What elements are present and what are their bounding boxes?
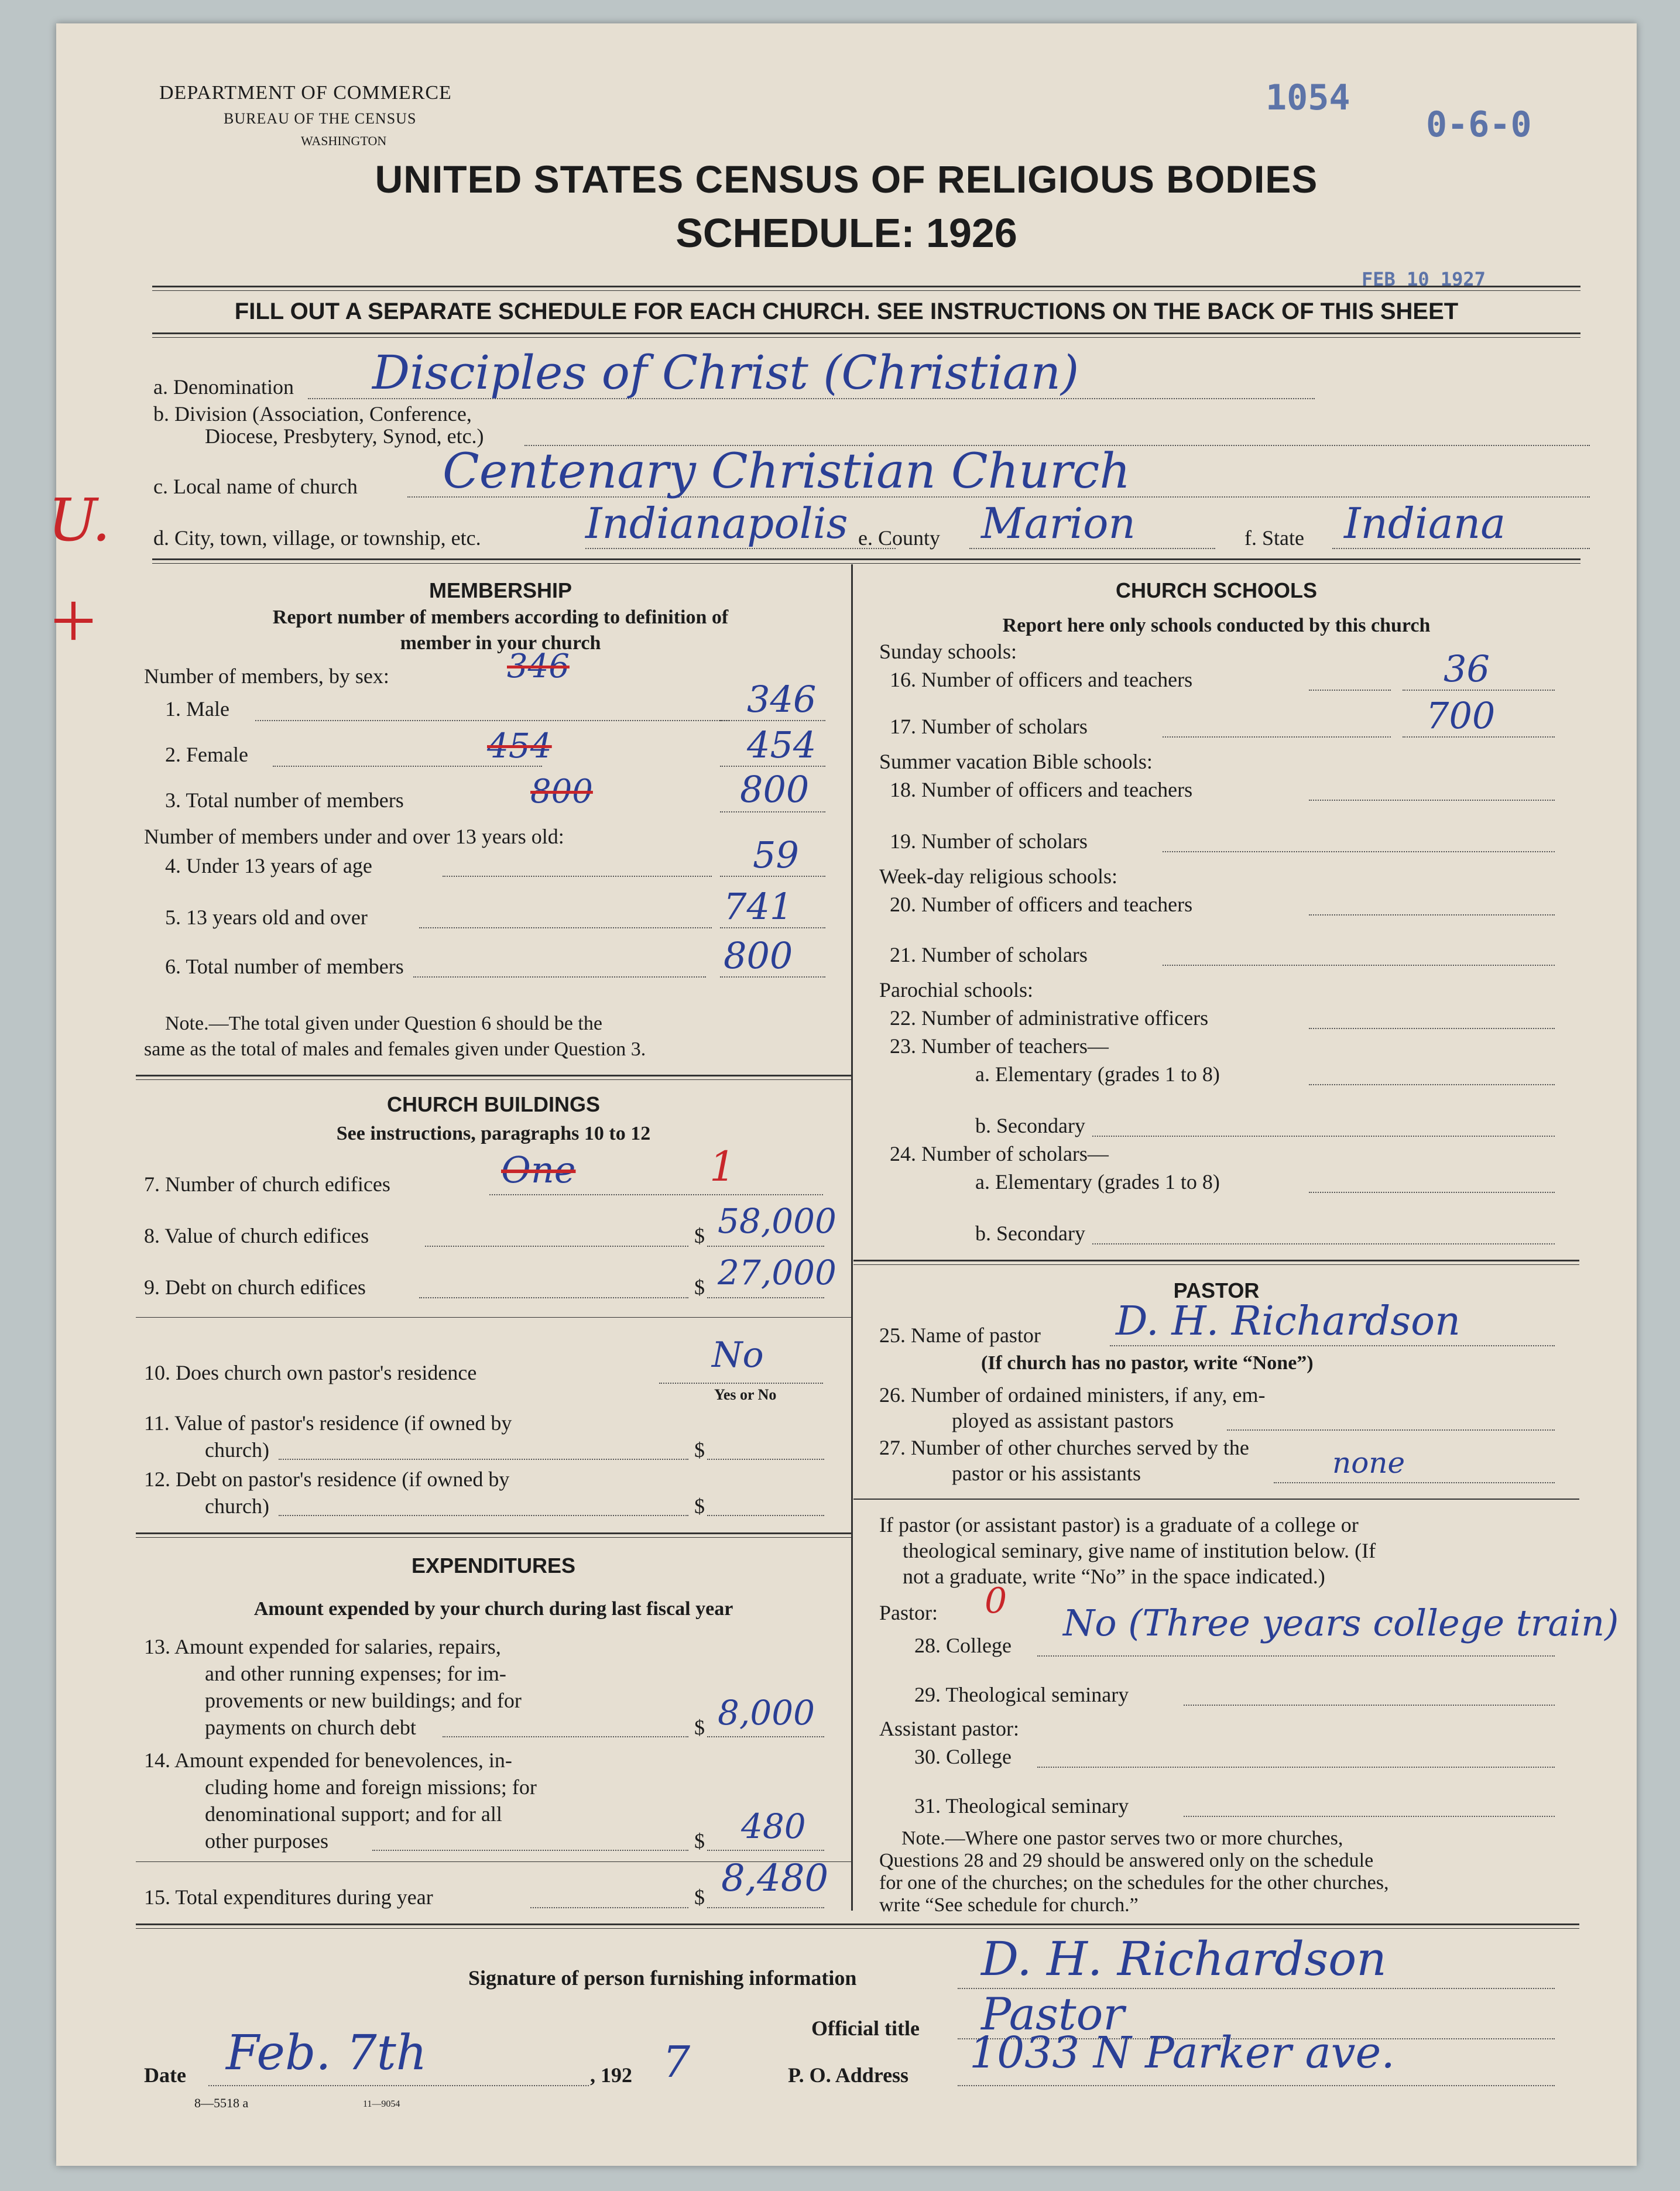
signature-label: Signature of person furnishing information bbox=[468, 1966, 857, 1990]
q13-dollar: $ bbox=[694, 1716, 705, 1739]
q18-line bbox=[1309, 800, 1555, 801]
q27-line-2: pastor or his assistants bbox=[952, 1462, 1141, 1485]
q15-dollar: $ bbox=[694, 1885, 705, 1909]
schedule-title: SCHEDULE: 1926 bbox=[676, 210, 1017, 256]
q20-label: 20. Number of officers and teachers bbox=[890, 893, 1193, 916]
q24-label: 24. Number of scholars— bbox=[890, 1142, 1109, 1165]
buildings-rule bbox=[136, 1532, 851, 1534]
q4-line bbox=[443, 876, 712, 877]
q19-label: 19. Number of scholars bbox=[890, 829, 1088, 853]
q30-line bbox=[1037, 1767, 1555, 1768]
q24b-label: b. Secondary bbox=[975, 1222, 1085, 1245]
q10-value: No bbox=[712, 1335, 764, 1376]
q21-line bbox=[1163, 965, 1555, 966]
q30-label: 30. College bbox=[914, 1745, 1012, 1768]
q6-value: 800 bbox=[724, 934, 793, 977]
q6-label: 6. Total number of members bbox=[165, 955, 404, 978]
division-label-1: b. Division (Association, Conference, bbox=[153, 402, 472, 426]
parochial-schools-label: Parochial schools: bbox=[879, 978, 1033, 1002]
q4-label: 4. Under 13 years of age bbox=[165, 854, 372, 877]
state-value: Indiana bbox=[1344, 499, 1506, 548]
members-by-sex-label: Number of members, by sex: bbox=[144, 664, 389, 688]
local-name-label: c. Local name of church bbox=[153, 475, 358, 498]
date-line bbox=[208, 2085, 589, 2086]
q4-value: 59 bbox=[753, 834, 799, 876]
q13-line bbox=[443, 1736, 688, 1737]
q25-label: 25. Name of pastor bbox=[879, 1323, 1041, 1347]
city-label: d. City, town, village, or township, etc. bbox=[153, 526, 481, 550]
q22-label: 22. Number of administrative officers bbox=[890, 1006, 1209, 1030]
expenditures-heading: EXPENDITURES bbox=[411, 1554, 576, 1578]
graduate-note-1: If pastor (or assistant pastor) is a graduate of a college or bbox=[879, 1513, 1359, 1537]
year-digit: 7 bbox=[663, 2037, 691, 2087]
buildings-sub: See instructions, paragraphs 10 to 12 bbox=[336, 1123, 651, 1144]
q8-answer-line bbox=[707, 1246, 824, 1247]
q31-line bbox=[1184, 1816, 1555, 1817]
q14-line-2: cluding home and foreign missions; for bbox=[205, 1775, 537, 1799]
census-schedule-sheet bbox=[48, 23, 1637, 2166]
q12-label-1: 12. Debt on pastor's residence (if owned by bbox=[144, 1467, 510, 1491]
q11-dollar: $ bbox=[694, 1438, 705, 1462]
q9-label: 9. Debt on church edifices bbox=[144, 1275, 366, 1299]
q10-line bbox=[659, 1383, 823, 1384]
county-value: Marion bbox=[981, 499, 1136, 548]
q1-label: 1. Male bbox=[165, 697, 229, 721]
q16-value: 36 bbox=[1444, 647, 1490, 690]
q25-hint: (If church has no pastor, write “None”) bbox=[981, 1352, 1314, 1374]
q9-separator bbox=[136, 1317, 851, 1318]
received-date-stamp: FEB 10 1927 bbox=[1362, 268, 1486, 290]
q1-answer-line bbox=[720, 720, 825, 721]
q8-label: 8. Value of church edifices bbox=[144, 1224, 369, 1247]
q16-line bbox=[1309, 690, 1391, 691]
membership-rule-thin bbox=[136, 1079, 851, 1080]
q11-label-1: 11. Value of pastor's residence (if owned by bbox=[144, 1411, 512, 1435]
pastor-note-3: for one of the churches; on the schedules for the other churches, bbox=[879, 1872, 1389, 1894]
schools-rule-thin bbox=[853, 1264, 1579, 1265]
local-name-value: Centenary Christian Church bbox=[443, 444, 1131, 499]
address-line bbox=[958, 2085, 1555, 2086]
q23a-line bbox=[1309, 1084, 1555, 1085]
print-number: 11—9054 bbox=[363, 2099, 400, 2109]
q8-line bbox=[425, 1246, 688, 1247]
footer-rule bbox=[136, 1923, 1579, 1925]
header-rule-top bbox=[152, 286, 1580, 287]
q12-answer-line bbox=[707, 1515, 824, 1516]
assistant-pastor-label: Assistant pastor: bbox=[879, 1717, 1019, 1740]
membership-sub-2: member in your church bbox=[400, 632, 601, 654]
denomination-value: Disciples of Christ (Christian) bbox=[372, 345, 1079, 400]
members-by-sex-struck: 346 bbox=[507, 647, 570, 685]
header-rule-top-thin bbox=[152, 290, 1580, 291]
state-label: f. State bbox=[1244, 526, 1304, 550]
footer-rule-thin bbox=[136, 1928, 1579, 1929]
q13-line-4: payments on church debt bbox=[205, 1716, 416, 1739]
membership-note-1: Note.—The total given under Question 6 should be the bbox=[165, 1013, 602, 1034]
q17-label: 17. Number of scholars bbox=[890, 715, 1088, 738]
q14-answer-line bbox=[707, 1850, 824, 1851]
q2-label: 2. Female bbox=[165, 743, 248, 766]
identity-rule-thin bbox=[152, 563, 1580, 564]
weekday-schools-label: Week-day religious schools: bbox=[879, 865, 1118, 888]
q9-dollar: $ bbox=[694, 1275, 705, 1299]
address-value: 1033 N Parker ave. bbox=[969, 2028, 1395, 2078]
q8-value: 58,000 bbox=[718, 1201, 836, 1241]
q3-answer-line bbox=[720, 811, 825, 812]
q23b-label: b. Secondary bbox=[975, 1114, 1085, 1137]
q7-label: 7. Number of church edifices bbox=[144, 1172, 390, 1196]
q28-line bbox=[1037, 1655, 1555, 1657]
address-label: P. O. Address bbox=[788, 2063, 909, 2087]
graduate-note-3: not a graduate, write “No” in the space indicated.) bbox=[903, 1565, 1325, 1588]
signature-value: D. H. Richardson bbox=[981, 1932, 1387, 1986]
header-rule-bottom-thin bbox=[152, 337, 1580, 338]
q12-label-2: church) bbox=[205, 1494, 269, 1518]
q24b-line bbox=[1092, 1243, 1555, 1244]
pastor-red-mark: 0 bbox=[985, 1580, 1007, 1621]
q18-label: 18. Number of officers and teachers bbox=[890, 778, 1193, 801]
q14-dollar: $ bbox=[694, 1829, 705, 1853]
q6-answer-line bbox=[720, 976, 825, 978]
pastor-note-2: Questions 28 and 29 should be answered only on the schedule bbox=[879, 1850, 1374, 1871]
pastor-sub-label: Pastor: bbox=[879, 1601, 938, 1624]
q12-dollar: $ bbox=[694, 1494, 705, 1518]
pastor-heading: PASTOR bbox=[1173, 1278, 1260, 1302]
q7-value: One bbox=[501, 1148, 576, 1191]
q16-label: 16. Number of officers and teachers bbox=[890, 668, 1193, 691]
form-number: 8—5518 a bbox=[194, 2096, 249, 2110]
q17-value: 700 bbox=[1426, 694, 1496, 737]
q12-line bbox=[279, 1515, 688, 1516]
county-label: e. County bbox=[858, 526, 940, 550]
q8-dollar: $ bbox=[694, 1224, 705, 1247]
instruction-banner: FILL OUT A SEPARATE SCHEDULE FOR EACH CHURCH. SEE INSTRUCTIONS ON THE BACK OF THIS SHEET bbox=[234, 299, 1459, 324]
q3-struck-value: 800 bbox=[530, 773, 593, 811]
identity-rule bbox=[152, 558, 1580, 560]
city-value: Indianapolis bbox=[585, 499, 848, 548]
county-line bbox=[969, 548, 1215, 549]
schools-sub: Report here only schools conducted by this church bbox=[1002, 615, 1431, 636]
q9-answer-line bbox=[707, 1297, 824, 1298]
q13-value: 8,000 bbox=[718, 1693, 815, 1733]
q14-value: 480 bbox=[741, 1806, 806, 1846]
q26-line-2: ployed as assistant pastors bbox=[952, 1409, 1174, 1432]
q7-line bbox=[489, 1194, 823, 1195]
graduate-note-2: theological seminary, give name of institution below. (If bbox=[903, 1539, 1376, 1562]
q11-answer-line bbox=[707, 1459, 824, 1460]
membership-heading: MEMBERSHIP bbox=[428, 578, 572, 602]
q20-line bbox=[1309, 914, 1555, 916]
q15-answer-line bbox=[707, 1907, 824, 1908]
q27-value: none bbox=[1332, 1446, 1405, 1480]
membership-rule bbox=[136, 1075, 851, 1076]
q15-label: 15. Total expenditures during year bbox=[144, 1885, 433, 1909]
q26-line bbox=[1227, 1429, 1555, 1431]
date-label: Date bbox=[144, 2063, 186, 2087]
q14-line-1: 14. Amount expended for benevolences, in- bbox=[144, 1748, 512, 1772]
q14-line-4: other purposes bbox=[205, 1829, 328, 1853]
q7-red-value: 1 bbox=[709, 1143, 736, 1191]
q19-line bbox=[1163, 851, 1555, 852]
margin-mark-u: U. bbox=[48, 486, 111, 554]
pastor-note-1: Note.—Where one pastor serves two or more churches, bbox=[901, 1827, 1343, 1849]
date-value: Feb. 7th bbox=[226, 2025, 427, 2081]
q5-value: 741 bbox=[724, 885, 793, 928]
division-label-2: Diocese, Presbytery, Synod, etc.) bbox=[205, 424, 484, 448]
q2-answer-line bbox=[720, 766, 825, 767]
buildings-heading: CHURCH BUILDINGS bbox=[387, 1092, 600, 1116]
q21-label: 21. Number of scholars bbox=[890, 943, 1088, 966]
q27-line bbox=[1274, 1482, 1555, 1483]
state-line bbox=[1332, 548, 1590, 549]
q2-line bbox=[273, 766, 542, 767]
q25-line bbox=[1110, 1345, 1555, 1346]
summer-schools-label: Summer vacation Bible schools: bbox=[879, 750, 1153, 773]
q16-answer-line bbox=[1403, 690, 1555, 691]
q26-line-1: 26. Number of ordained ministers, if any, em- bbox=[879, 1383, 1266, 1407]
q27-line-1: 27. Number of other churches served by the bbox=[879, 1436, 1249, 1459]
q9-value: 27,000 bbox=[718, 1253, 836, 1292]
official-title-label: Official title bbox=[811, 2017, 920, 2040]
q13-line-1: 13. Amount expended for salaries, repairs, bbox=[144, 1635, 501, 1658]
q11-line bbox=[279, 1459, 688, 1460]
q29-line bbox=[1184, 1705, 1555, 1706]
q23a-label: a. Elementary (grades 1 to 8) bbox=[975, 1062, 1220, 1086]
q10-label: 10. Does church own pastor's residence bbox=[144, 1361, 477, 1384]
q23b-line bbox=[1092, 1136, 1555, 1137]
q1-value: 346 bbox=[747, 678, 817, 721]
q3-value: 800 bbox=[740, 768, 810, 811]
q13-line-2: and other running expenses; for im- bbox=[205, 1662, 506, 1685]
q14-line-3: denominational support; and for all bbox=[205, 1802, 502, 1826]
stamp-number: 1054 bbox=[1266, 77, 1350, 118]
q5-label: 5. 13 years old and over bbox=[165, 906, 368, 929]
schools-heading: CHURCH SCHOOLS bbox=[1115, 578, 1317, 602]
stamp-code: 0-6-0 bbox=[1426, 104, 1532, 145]
pastor-rule bbox=[853, 1499, 1579, 1500]
department-line: DEPARTMENT OF COMMERCE bbox=[159, 82, 452, 104]
q17-line bbox=[1163, 736, 1391, 738]
margin-mark-plus: + bbox=[50, 575, 97, 666]
q17-answer-line bbox=[1403, 736, 1555, 738]
q2-value: 454 bbox=[747, 724, 817, 766]
header-rule-bottom bbox=[152, 332, 1580, 334]
q15-line bbox=[530, 1907, 688, 1908]
q25-value: D. H. Richardson bbox=[1116, 1298, 1460, 1345]
membership-sub-1: Report number of members according to definition of bbox=[272, 606, 729, 628]
q2-struck-value: 454 bbox=[487, 726, 552, 766]
city-line bbox=[585, 548, 896, 549]
q24a-line bbox=[1309, 1192, 1555, 1193]
column-divider bbox=[851, 564, 853, 1911]
membership-note-2: same as the total of males and females given under Question 3. bbox=[144, 1038, 646, 1060]
q31-label: 31. Theological seminary bbox=[914, 1794, 1129, 1818]
official-title-value: Pastor bbox=[981, 1988, 1124, 2040]
q11-label-2: church) bbox=[205, 1438, 269, 1462]
bureau-line: BUREAU OF THE CENSUS bbox=[224, 110, 417, 127]
q6-line bbox=[413, 976, 706, 978]
q24a-label: a. Elementary (grades 1 to 8) bbox=[975, 1170, 1220, 1194]
sunday-schools-label: Sunday schools: bbox=[879, 640, 1017, 663]
city-line: WASHINGTON bbox=[301, 133, 387, 148]
q28-value: No (Three years college train) bbox=[1063, 1602, 1619, 1644]
q5-answer-line bbox=[720, 927, 825, 928]
q22-line bbox=[1309, 1028, 1555, 1029]
q13-line-3: provements or new buildings; and for bbox=[205, 1689, 522, 1712]
q9-line bbox=[419, 1297, 688, 1298]
q14-line bbox=[372, 1850, 688, 1851]
q15-value: 8,480 bbox=[721, 1857, 829, 1900]
under-over-label: Number of members under and over 13 years old: bbox=[144, 825, 564, 848]
q4-answer-line bbox=[720, 876, 825, 877]
q5-line bbox=[419, 927, 712, 928]
form-title: UNITED STATES CENSUS OF RELIGIOUS BODIES bbox=[375, 157, 1318, 201]
q23-label: 23. Number of teachers— bbox=[890, 1034, 1109, 1058]
year-prefix: , 192 bbox=[590, 2063, 632, 2087]
q29-label: 29. Theological seminary bbox=[914, 1683, 1129, 1706]
q3-label: 3. Total number of members bbox=[165, 788, 404, 812]
pastor-note-4: write “See schedule for church.” bbox=[879, 1894, 1139, 1916]
buildings-rule-thin bbox=[136, 1537, 851, 1538]
denomination-label: a. Denomination bbox=[153, 375, 294, 399]
expenditures-sub: Amount expended by your church during last fiscal year bbox=[253, 1598, 733, 1620]
schools-rule bbox=[853, 1260, 1579, 1261]
q28-label: 28. College bbox=[914, 1634, 1012, 1657]
q13-answer-line bbox=[707, 1736, 824, 1737]
q10-hint: Yes or No bbox=[714, 1386, 777, 1403]
q1-line bbox=[255, 720, 729, 721]
